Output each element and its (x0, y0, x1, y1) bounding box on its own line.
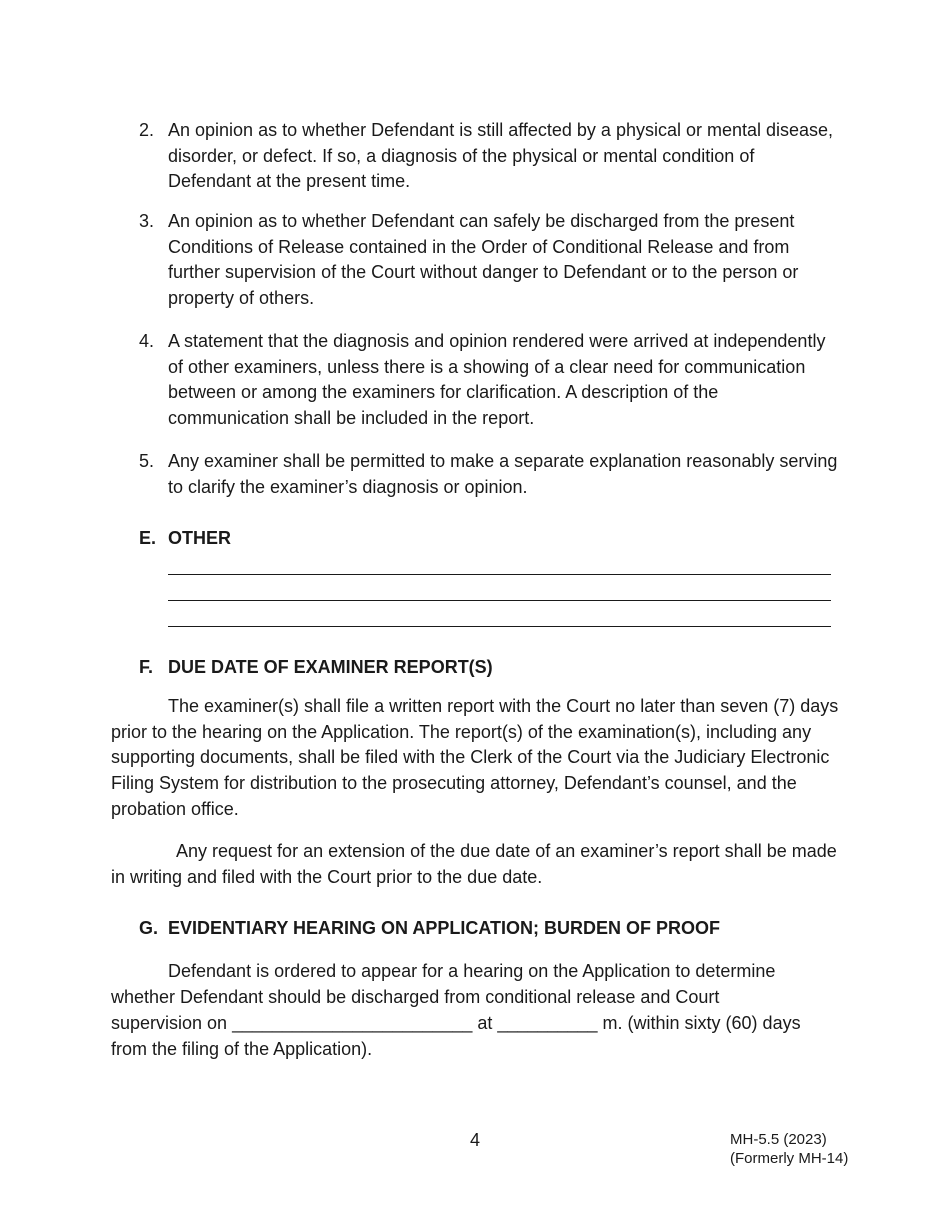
time-suffix-label: m. (within sixty (60) days (602, 1013, 801, 1033)
list-text: A statement that the diagnosis and opinion rendered were arrived at independently of other examiners, unless there is a showing of a clear need for communication between or among the examiners for clarification. A description of the communication shall be included in the report. (168, 331, 826, 429)
hearing-time-field[interactable]: __________ (497, 1013, 598, 1033)
section-title: OTHER (168, 528, 231, 548)
at-label: at (477, 1013, 493, 1033)
form-identifier (730, 1130, 848, 1168)
list-number: 5. (139, 451, 155, 471)
list-text: An opinion as to whether Defendant is still affected by a physical or mental disease, disorder, or defect. If so, a diagnosis of the physical or mental condition of Defendant at the present time. (168, 120, 834, 192)
section-f-paragraph-2 (111, 839, 841, 890)
page-number: 4 (469, 1130, 480, 1150)
section-letter: E. (139, 528, 157, 548)
other-line-2[interactable] (168, 600, 831, 601)
list-text: An opinion as to whether Defendant can safely be discharged from the present Conditions of Release contained in the Order of Conditional Release and from further supervision of the Court without danger to Defendant or to the person or property of others. (168, 211, 799, 309)
paragraph-text: Any request for an extension of the due date of an examiner’s report shall be made in writing and filed with the Court prior to the due date. (111, 841, 837, 887)
section-g-line-4: from the filing of the Application). (111, 1039, 373, 1059)
list-number: 2. (139, 120, 155, 140)
hearing-date-field[interactable]: ________________________ (232, 1013, 473, 1033)
list-text: Any examiner shall be permitted to make a separate explanation reasonably serving to clarify the examiner’s diagnosis or opinion. (168, 451, 838, 497)
list-number: 3. (139, 211, 155, 231)
form-number: MH-5.5 (2023) (730, 1131, 827, 1148)
list-number: 4. (139, 331, 155, 351)
section-letter: G. (139, 918, 159, 938)
section-title: EVIDENTIARY HEARING ON APPLICATION; BURDEN OF PROOF (168, 918, 721, 938)
formerly-label: (Formerly MH-14) (730, 1150, 849, 1167)
section-title: DUE DATE OF EXAMINER REPORT(S) (168, 657, 493, 677)
section-g-line-2: whether Defendant should be discharged from conditional release and Court (111, 987, 720, 1007)
section-g-line-1: Defendant is ordered to appear for a hearing on the Application to determine (168, 961, 776, 981)
section-g-line-3 (111, 1011, 801, 1037)
section-letter: F. (139, 657, 154, 677)
other-line-3[interactable] (168, 626, 831, 627)
supervision-on-label: supervision on (111, 1013, 228, 1033)
section-f-paragraph-1 (111, 694, 841, 823)
paragraph-text: The examiner(s) shall file a written report with the Court no later than seven (7) days prior to the hearing on the Application. The report(s) of the examination(s), including any supporting documents, shall be filed with the Clerk of the Court via the Judiciary Electronic Filing System for distribution to the prosecuting attorney, Defendant’s counsel, and the probation office. (111, 696, 839, 819)
other-line-1[interactable] (168, 574, 831, 575)
